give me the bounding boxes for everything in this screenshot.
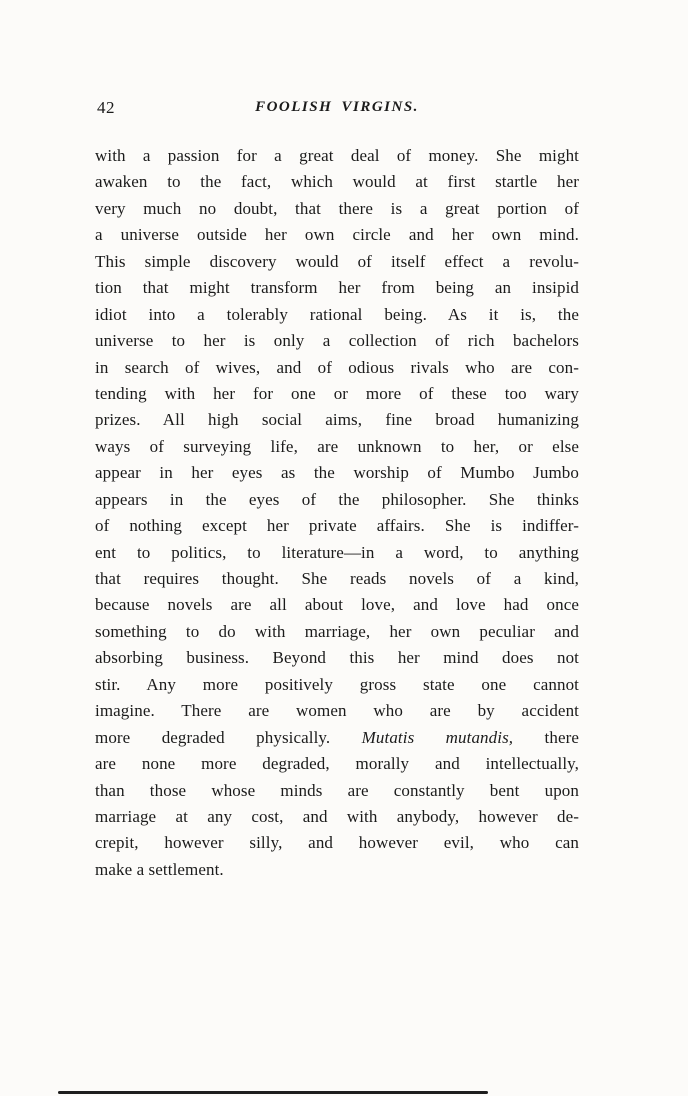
page-header — [95, 98, 579, 120]
text-line: make a settlement. — [95, 859, 224, 879]
text-line: imagine. There are women who are by accident — [95, 701, 579, 721]
text-line: with a passion for a great deal of money. She might — [95, 146, 579, 165]
text-line: appears in the eyes of the philosopher. She thinks — [95, 489, 579, 509]
text-line: tion that might transform her from being an insipid — [95, 278, 579, 298]
text-line: ways of surveying life, are unknown to her, or else — [95, 436, 579, 456]
italic-phrase: Mutatis mutandis, — [361, 727, 514, 747]
scan-edge-artifact — [58, 1091, 488, 1094]
text-line: tending with her for one or more of these too wary — [95, 383, 579, 403]
text-line: universe to her is only a collection of rich bachelors — [95, 331, 579, 351]
text-line: ent to politics, to literature—in a word, to anything — [95, 542, 579, 562]
text-line: than those whose minds are constantly bent upon — [95, 780, 579, 800]
text-line: very much no doubt, that there is a great portion of — [95, 198, 579, 218]
text-line: a universe outside her own circle and her own mind. — [95, 225, 579, 245]
text-line: crepit, however silly, and however evil, who can — [95, 833, 579, 853]
text-line: stir. Any more positively gross state one cannot — [95, 674, 579, 694]
text-line: awaken to the fact, which would at first startle her — [95, 172, 579, 192]
text-line: appear in her eyes as the worship of Mumbo Jumbo — [95, 463, 579, 483]
text-line: absorbing business. Beyond this her mind does not — [95, 648, 579, 668]
text-line: that requires thought. She reads novels of a kind, — [95, 569, 579, 588]
text-line: in search of wives, and of odious rivals who are con- — [95, 357, 579, 377]
running-title: FOOLISH VIRGINS. — [255, 99, 419, 115]
text-run: there — [544, 727, 579, 747]
text-line: idiot into a tolerably rational being. As it is, the — [95, 304, 579, 324]
text-line-with-italic — [95, 725, 579, 751]
text-line: prizes. All high social aims, fine broad humanizing — [95, 410, 579, 430]
text-line: marriage at any cost, and with anybody, however de- — [95, 806, 579, 826]
text-line: This simple discovery would of itself effect a revolu- — [95, 251, 579, 271]
text-line: because novels are all about love, and love had once — [95, 595, 579, 615]
text-line: something to do with marriage, her own peculiar and — [95, 621, 579, 641]
text-run: more degraded physically. — [95, 727, 331, 747]
text-line: are none more degraded, morally and intellectually, — [95, 754, 579, 774]
page-number: 42 — [97, 98, 115, 117]
body-text-block — [95, 143, 579, 883]
text-line: of nothing except her private affairs. She is indiffer- — [95, 516, 579, 536]
